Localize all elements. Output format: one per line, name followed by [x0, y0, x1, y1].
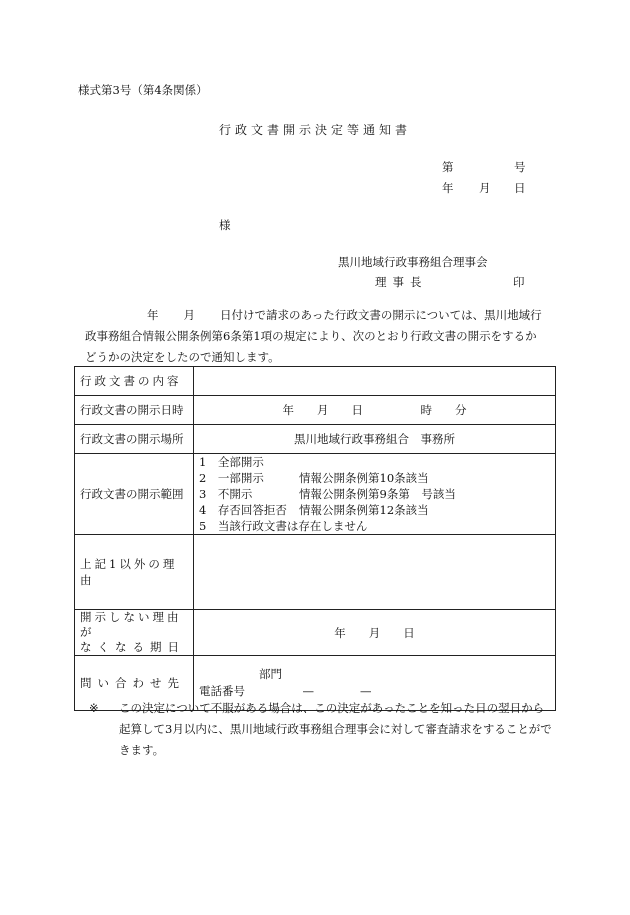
body-line3: どうかの決定をしたので通知します。 — [85, 350, 280, 364]
reason-label: 上記1以外の理由 — [75, 535, 194, 610]
datetime-label: 行政文書の開示日時 — [75, 396, 194, 425]
table-row — [75, 610, 556, 656]
datetime-value: 年 月 日 時 分 — [194, 396, 556, 425]
table-row — [75, 454, 556, 535]
form-number-label: 様式第3号（第4条関係） — [78, 83, 208, 97]
note-mark: ※ — [89, 701, 99, 715]
place-value: 黒川地域行政事務組合 事務所 — [194, 425, 556, 454]
scope-label: 行政文書の開示範囲 — [75, 454, 194, 535]
notice-body — [85, 305, 553, 368]
contact-department: 部門 — [259, 667, 282, 681]
date-year: 年 — [442, 181, 454, 195]
addressee-suffix: 様 — [219, 218, 231, 232]
expiry-label — [75, 610, 194, 656]
place-label: 行政文書の開示場所 — [75, 425, 194, 454]
doc-number-suffix: 号 — [514, 160, 526, 174]
body-line2: 政事務組合情報公開条例第6条第1項の規定により、次のとおり行政文書の開示をするか — [85, 329, 537, 343]
contact-label: 問い合わせ先 — [75, 656, 194, 711]
scope-item: 1 全部開示 — [199, 455, 264, 469]
expiry-label-line1: 開示しない理由が — [80, 610, 182, 639]
scope-value — [194, 454, 556, 535]
contents-label: 行政文書の内容 — [75, 367, 194, 396]
table-row — [75, 396, 556, 425]
body-year: 年 — [147, 308, 159, 322]
date-day: 日 — [514, 181, 526, 195]
scope-item: 5 当該行政文書は存在しません — [199, 519, 368, 533]
table-row — [75, 535, 556, 610]
sender-organization: 黒川地域行政事務組合理事会 — [338, 255, 488, 269]
appeal-note — [89, 698, 553, 761]
reason-value — [194, 535, 556, 610]
expiry-value: 年 月 日 — [194, 610, 556, 656]
table-row — [75, 367, 556, 396]
body-line1: 日付けで請求のあった行政文書の開示については、黒川地域行 — [220, 308, 542, 322]
document-title: 行政文書開示決定等通知書 — [218, 123, 411, 137]
body-month: 月 — [183, 308, 195, 322]
expiry-label-line2: なくなる期日 — [80, 640, 185, 654]
disclosure-info-table — [74, 366, 556, 711]
scope-item: 2 一部開示 情報公開条例第10条該当 — [199, 471, 429, 485]
doc-number-prefix: 第 — [442, 160, 454, 174]
contents-value — [194, 367, 556, 396]
date-month: 月 — [479, 181, 491, 195]
note-text: この決定について不服がある場合は、この決定があったことを知った日の翌日から起算して3月以内に、黒川地域行政事務組合理事会に対して審査請求をすることができます。 — [119, 701, 552, 757]
table-row — [75, 425, 556, 454]
scope-item: 4 存否回答拒否 情報公開条例第12条該当 — [199, 503, 429, 517]
sender-title: 理事長 — [375, 275, 428, 289]
seal-mark: 印 — [513, 275, 525, 289]
contact-phone: 電話番号 — — — [199, 684, 372, 698]
scope-item: 3 不開示 情報公開条例第9条第 号該当 — [199, 487, 456, 501]
